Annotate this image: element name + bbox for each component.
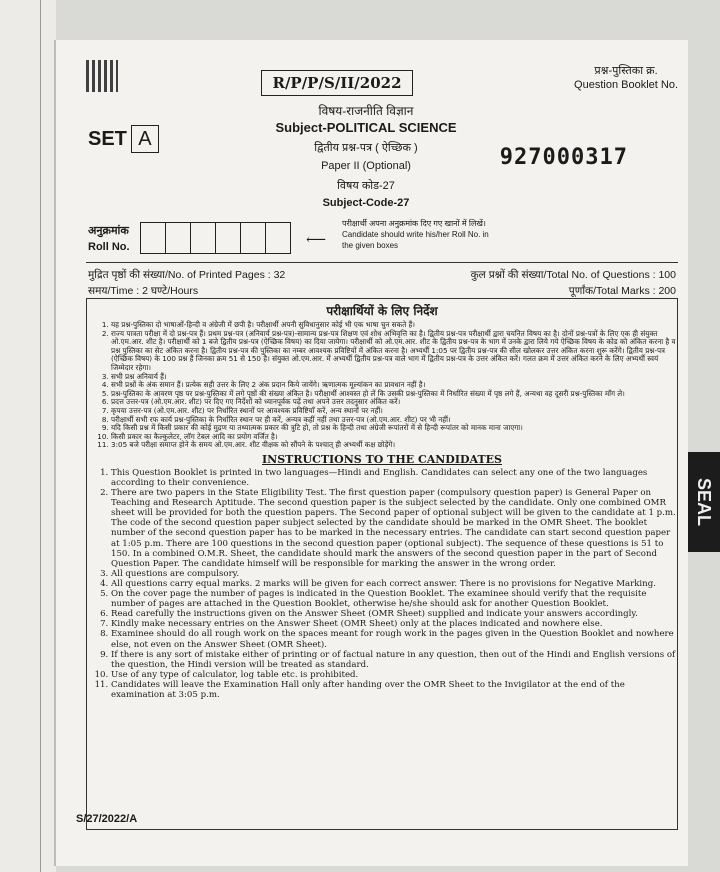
seal-tab: SEAL — [688, 452, 720, 552]
list-item: 4. All questions carry equal marks. 2 marks will be given for each correct answer. There is no provisions for Negative Marking. — [111, 579, 677, 589]
instructions-english-list — [87, 468, 677, 700]
left-arrow-icon: ⟵ — [306, 232, 327, 248]
set-indicator: SET A — [88, 125, 159, 153]
list-item: 1. यह प्रश्न-पुस्तिका दो भाषाओं-हिन्दी व अंग्रेजी में छपी है। परीक्षार्थी अपनी सुविधानुसार कोई भी एक भाषा चुन सकते हैं। — [111, 321, 677, 330]
list-item: 5. On the cover page the number of pages is indicated in the Question Booklet. The examinee should verify that the requisite number of pages are attached in the Question Booklet, otherwise he/she should ask for another Question Booklet. — [111, 589, 677, 609]
roll-number-boxes[interactable] — [140, 222, 290, 254]
set-value: A — [131, 125, 159, 153]
subject-english: Subject-POLITICAL SCIENCE — [275, 120, 457, 135]
paper-code: R/P/P/S/II/2022 — [261, 70, 413, 96]
list-item: 2. There are two papers in the State Eligibility Test. The first question paper (compulsory question paper) is General Paper on Teaching and Research Aptitude. The second question paper is the subject selected by the candidate. Only one combined OMR sheet will be provided for both the question papers. The Second paper of optional subject will be given to the candidate at 1 p.m. The code of the second question paper subject selected by the candidate should be marked in the OMR Sheet. The booklet number of the second question paper has to be marked in the necessary entries. The candidate can start second question paper at 1:05 p.m. There are 100 questions in the second question paper (optional subject). The sequence of these questions is 51 to 150. In a combined O.M.R. Sheet, the candidate should mark the answers of the second question paper in the part of Second Question Paper. The candidate himself will be responsible for marking the answer in the wrong order. — [111, 488, 677, 569]
total-marks: पूर्णांक/Total Marks : 200 — [568, 285, 676, 297]
footer-code: S/27/2022/A — [76, 813, 138, 825]
instructions-english-title: INSTRUCTIONS TO THE CANDIDATES — [262, 452, 502, 466]
instructions-hindi-list — [87, 321, 677, 450]
serial-number: 927000317 — [499, 145, 628, 170]
list-item: 5. प्रश्न-पुस्तिका के आवरण पृष्ठ पर प्रश्न-पुस्तिका में लगे पृष्ठों की संख्या अंकित है। परीक्षार्थी आश्वस्त हो लें कि उसकी प्रश्न-पुस्तिका में निर्धारित संख्या में पृष्ठ लगे हैं, अन्यथा वह दूसरी प्रश्न-पुस्तिका माँग ले। — [111, 390, 677, 399]
time-allowed: समय/Time : 2 घण्टे/Hours — [88, 285, 199, 297]
list-item: 10. किसी प्रकार का कैल्कुलेटर, लॉग टेबल आदि का प्रयोग वर्जित है। — [111, 433, 677, 442]
list-item: 4. सभी प्रश्नों के अंक समान हैं। प्रत्येक सही उत्तर के लिए 2 अंक प्रदान किये जायेंगे। ऋणात्मक मूल्यांकन का प्रावधान नहीं है। — [111, 381, 677, 390]
paper-hindi: द्वितीय प्रश्न-पत्र ( ऐच्छिक ) — [314, 142, 418, 154]
roll-number-note: परीक्षार्थी अपना अनुक्रमांक दिए गए खानों में लिखें। Candidate should write his/her Roll No. in the given boxes — [342, 219, 489, 250]
total-questions: कुल प्रश्नों की संख्या/Total No. of Questions : 100 — [470, 269, 676, 281]
list-item: 10. Use of any type of calculator, log table etc. is prohibited. — [111, 670, 677, 680]
list-item: 7. Kindly make necessary entries on the Answer Sheet (OMR Sheet) only at the places indicated and nowhere else. — [111, 619, 677, 629]
code-english: Subject-Code-27 — [322, 197, 410, 209]
list-item: 9. If there is any sort of mistake either of printing or of factual nature in any question, then out of the Hindi and English versions of the question, the Hindi version will be treated as standard. — [111, 650, 677, 670]
margin-line — [40, 0, 41, 872]
qr-code — [86, 60, 118, 92]
list-item: 2. राज्य पात्रता परीक्षा में दो प्रश्न-पत्र हैं। प्रथम प्रश्न-पत्र (अनिवार्य प्रश्न-पत्र)-सामान्य प्रश्न-पत्र शिक्षण एवं शोध अभिवृत्ति का है। द्वितीय प्रश्न-पत्र परीक्षार्थी द्वारा चयनित विषय का है। दोनों प्रश्न-पत्रों के लिए एक ही संयुक्त ओ.एम.आर. शीट है। परीक्षार्थी को 1 बजे द्वितीय प्रश्न-पत्र (ऐच्छिक विषय) का दिया जायेगा। परीक्षार्थी को ओ.एम.आर. शीट के द्वितीय प्रश्न-पत्र के भाग में उनके द्वारा लिये गये ऐच्छिक विषय के कोड को अंकित करना है व प्रश्न पुस्तिका का सेट अंकित करना है। द्वितीय प्रश्न-पत्र की पुस्तिका का नम्बर आवश्यक प्रविष्टियों में अंकित करना है। अभ्यर्थी 1:05 पर द्वितीय प्रश्न-पत्र की सील खोलकर उत्तर अंकित करना शुरू करेंगे। द्वितीय प्रश्न-पत्र (ऐच्छिक विषय) के 100 प्रश्न हैं जिनका क्रम 51 से 150 है। संयुक्त ओ.एम.आर. में अभ्यर्थी द्वितीय प्रश्न-पत्र वाले भाग में द्वितीय प्रश्न-पत्र के उत्तर अंकित करें। गलत क्रम में उत्तर अंकित करने के लिए अभ्यर्थी स्वयं जिम्मेदार रहेगा। — [111, 330, 677, 373]
list-item: 7. कृपया उत्तर-पत्र (ओ.एम.आर. शीट) पर निर्धारित स्थानों पर आवश्यक प्रविष्टियाँ करें, अन्य स्थानों पर नहीं। — [111, 407, 677, 416]
instructions-box — [86, 298, 678, 830]
list-item: 3. सभी प्रश्न अनिवार्य हैं। — [111, 373, 677, 382]
page-margin — [0, 0, 56, 872]
roll-number-label: अनुक्रमांक Roll No. — [88, 225, 130, 253]
list-item: 1. This Question Booklet is printed in two languages—Hindi and English. Candidates can select any one of the two languages according to their convenience. — [111, 468, 677, 488]
list-item: 11. 3:05 बजे परीक्षा समाप्त होने के समय ओ.एम.आर. शीट वीक्षक को सौंपने के पश्चात् ही अभ्यर्थी कक्ष छोड़ेंगे। — [111, 441, 677, 450]
list-item: 11. Candidates will leave the Examination Hall only after handing over the OMR Sheet to the Invigilator at the end of the examination at 3:05 p.m. — [111, 680, 677, 700]
list-item: 8. परीक्षार्थी सभी रफ कार्य प्रश्न-पुस्तिका के निर्धारित स्थान पर ही करें, अन्यत्र कहीं नहीं तथा उत्तर-पत्र (ओ.एम.आर. शीट) पर भी नहीं। — [111, 416, 677, 425]
list-item: 8. Examinee should do all rough work on the spaces meant for rough work in the pages given in the Question Booklet and nowhere else, not even on the Answer Sheet (OMR Sheet). — [111, 629, 677, 649]
list-item: 6. प्रदत्त उत्तर-पत्र (ओ.एम.आर. शीट) पर दिए गए निर्देशों को ध्यानपूर्वक पढ़ें तथा अपने उत्तर तदनुसार अंकित करें। — [111, 398, 677, 407]
list-item: 9. यदि किसी प्रश्न में किसी प्रकार की कोई मुद्रण या तथ्यात्मक प्रकार की त्रुटि हो, तो प्रश्न के हिन्दी तथा अंग्रेजी रूपांतरों में से हिन्दी रूपांतर को मानक माना जाएगा। — [111, 424, 677, 433]
list-item: 6. Read carefully the instructions given on the Answer Sheet (OMR Sheet) supplied and indicate your answers accordingly. — [111, 609, 677, 619]
instructions-hindi-title: परीक्षार्थियों के लिए निर्देश — [326, 304, 438, 318]
subject-hindi: विषय-राजनीति विज्ञान — [318, 104, 414, 118]
divider — [86, 262, 678, 263]
list-item: 3. All questions are compulsory. — [111, 569, 677, 579]
code-hindi: विषय कोड-27 — [337, 180, 395, 192]
paper-english: Paper II (Optional) — [321, 160, 411, 172]
question-booklet-cover — [56, 40, 688, 866]
printed-pages: मुद्रित पृष्ठों की संख्या/No. of Printed Pages : 32 — [88, 269, 286, 281]
booklet-number-label: प्रश्न-पुस्तिका क्र. Question Booklet No. — [574, 65, 678, 91]
